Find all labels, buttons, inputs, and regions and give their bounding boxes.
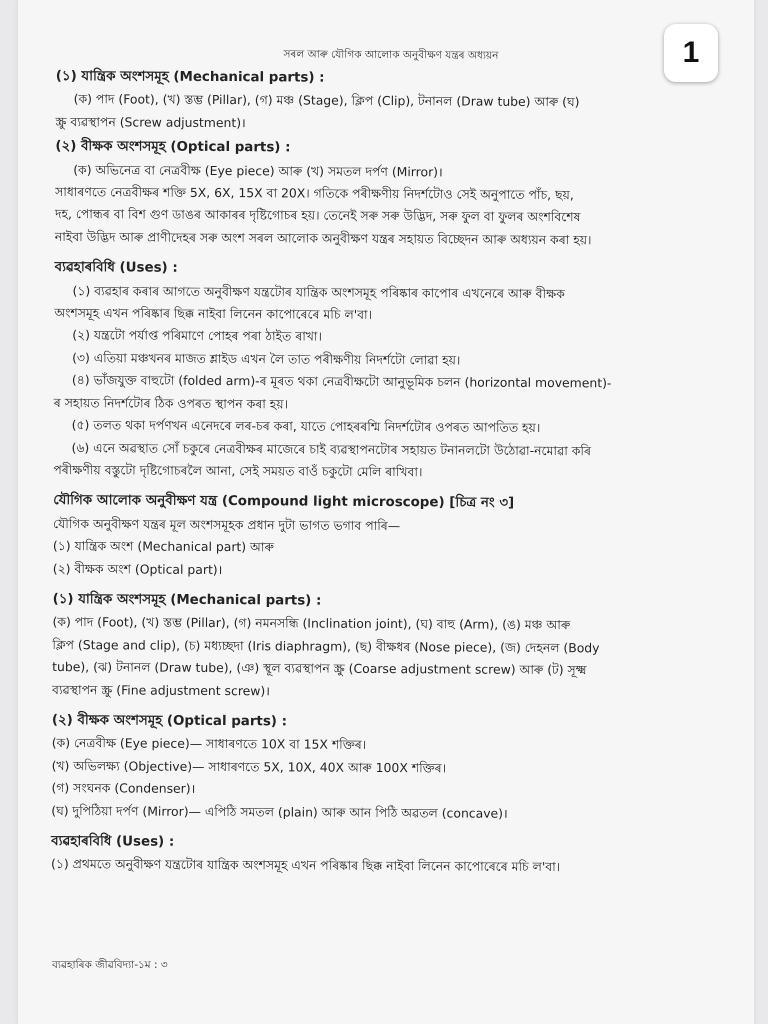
section-heading-uses: ব্যৱহাৰবিধি (Uses) : — [54, 260, 178, 276]
uses-item-continued: ৰ সহায়ত নিদৰ্শটোৰ ঠিক ওপৰত স্থাপন কৰা হয়। — [53, 394, 289, 412]
text-line: ব্যৱস্থাপন স্ক্ৰু (Fine adjustment screw)। — [52, 681, 271, 698]
section-heading-optical: (২) বীক্ষক অংশসমূহ (Optical parts) : — [55, 139, 291, 156]
uses-item: (১) ব্যৱহাৰ কৰাৰ আগতে অনুবীক্ষণ যন্ত্ৰটোৰ যান্ত্ৰিক অংশসমূহ পৰিষ্কাৰ কাপোৰ এখনেৰে আৰু বীক্ষক — [72, 282, 565, 301]
uses-item: (৬) এনে অৱস্থাত সোঁ চকুৰে নেত্ৰবীক্ষৰ মাজেৰে চাই ব্যৱস্থাপনটোৰ সহায়ত টনানলটো উঠোৱা-নমোৱা কৰি — [71, 439, 592, 458]
uses-item: (৪) ভাঁজযুক্ত বাহুটো (folded arm)-ৰ মূৰত থকা নেত্ৰবীক্ষটো আনুভূমিক চলন (horizontal movement)- — [71, 372, 612, 391]
uses-item-continued: অংশসমূহ এখন পৰিষ্কাৰ ছিক্ক নাইবা লিনেন কাপোৰেৰে মচি ল'বা। — [54, 305, 373, 322]
section-heading-mechanical: (১) যান্ত্ৰিক অংশসমূহ (Mechanical parts) : — [52, 591, 322, 609]
section-heading-uses: ব্যৱহাৰবিধি (Uses) : — [51, 833, 175, 850]
text-line: tube), (ঝ) টনানল (Draw tube), (ঞ) স্থূল ব্যৱস্থাপন স্ক্ৰু (Coarse adjustment screw) আৰু (ট) সূক্ষ্ম — [52, 659, 587, 678]
list-item: (খ) অভিলক্ষ্য (Objective)— সাধাৰণতে 5X, 10X, 40X আৰু 100X শক্তিৰ। — [51, 757, 447, 776]
text-line: স্ক্ৰু ব্যৱস্থাপন (Screw adjustment)। — [55, 113, 246, 130]
text-line: (ক) পাদ (Foot), (খ) স্তম্ভ (Pillar), (গ) নমনসন্ধি (Inclination joint), (ঘ) বাহু (Arm), (ঙ) মঞ্চ আৰু — [52, 614, 571, 633]
uses-item: (৩) এতিয়া মঞ্চখনৰ মাজত শ্লাইড এখন লৈ তাত পৰীক্ষণীয় নিদৰ্শটো লোৱা হয়। — [72, 349, 461, 368]
list-item: (গ) সংঘনক (Condenser)। — [51, 780, 196, 797]
uses-item: (২) যন্ত্ৰটো পৰ্যাপ্ত পৰিমাণে পোহৰ পৰা ঠাইত ৰাখা। — [72, 327, 323, 345]
uses-item: (৫) তলত থকা দৰ্পণখন এনেদৰে লৰ-চৰ কৰা, যাতে পোহৰৰশ্মি নিদৰ্শটোৰ ওপৰত আপতিত হয়। — [71, 417, 541, 436]
running-header: সৰল আৰু যৌগিক আলোক অনুবীক্ষণ যন্ত্ৰৰ অধ্যয়ন — [283, 48, 499, 62]
section-heading-mechanical: (১) যান্ত্ৰিক অংশসমূহ (Mechanical parts) : — [55, 68, 325, 86]
page-content — [51, 46, 726, 880]
document-page — [18, 0, 754, 1024]
list-item: (২) বীক্ষক অংশ (Optical part)। — [52, 560, 223, 577]
text-line: যৌগিক অনুবীক্ষণ যন্ত্ৰৰ মূল অংশসমূহক প্ৰধান দুটা ভাগত ভগাব পাৰি— — [53, 515, 401, 533]
text-line: (ক) অভিনেত্ৰ বা নেত্ৰবীক্ষ (Eye piece) আৰু (খ) সমতল দৰ্পণ (Mirror)। — [73, 161, 443, 179]
text-line: ক্লিপ (Stage and clip), (চ) মধ্যচ্ছদা (Iris diaphragm), (ছ) বীক্ষধৰ (Nose piece), (জ) দেহনল (Body — [52, 636, 600, 656]
section-heading-optical: (২) বীক্ষক অংশসমূহ (Optical parts) : — [51, 712, 287, 730]
list-item: (ঘ) দুপিঠিয়া দৰ্পণ (Mirror)— এপিঠি সমতল (plain) আৰু আন পিঠি অৱতল (concave)। — [51, 802, 508, 821]
text-line: (ক) পাদ (Foot), (খ) স্তম্ভ (Pillar), (গ) মঞ্চ (Stage), ক্লিপ (Clip), টনানল (Draw tube) আৰু (ঘ) — [73, 91, 580, 110]
text-line: সাধাৰণতে নেত্ৰবীক্ষৰ শক্তি 5X, 6X, 15X বা 20X। গতিকে পৰীক্ষণীয় নিদৰ্শটোও সেই অনুপাতে পাঁচ, ছয়, — [55, 184, 574, 203]
page-footer: ব্যৱহাৰিক জীৱবিদ্যা-১ম : ৩ — [52, 959, 168, 971]
text-line: নাইবা উদ্ভিদ আৰু প্ৰাণীদেহৰ সৰু অংশ সৰল আলোক অনুবীক্ষণ যন্ত্ৰৰ সহায়ত বিচ্ছেদন আৰু অধ্যয়ন কৰা হয়। — [54, 228, 592, 248]
uses-item-continued: পৰীক্ষণীয় বস্তুটো দৃষ্টিগোচৰলৈ আনা, সেই সময়ত বাওঁ চকুটো মেলি ৰাখিবা। — [53, 461, 423, 480]
list-item: (১) যান্ত্ৰিক অংশ (Mechanical part) আৰু — [52, 538, 274, 555]
page-number-badge: 1 — [664, 24, 718, 82]
list-item: (ক) নেত্ৰবীক্ষ (Eye piece)— সাধাৰণতে 10X বা 15X শক্তিৰ। — [51, 735, 367, 753]
uses-item: (১) প্ৰথমতে অনুবীক্ষণ যন্ত্ৰটোৰ যান্ত্ৰিক অংশসমূহ এখন পৰিষ্কাৰ ছিক্ক নাইবা লিনেন কাপোৰেৰে মচি ল'বা। — [50, 856, 561, 875]
compound-microscope-heading: যৌগিক আলোক অনুবীক্ষণ যন্ত্ৰ (Compound light microscope) [চিত্ৰ নং ৩] — [53, 493, 515, 512]
text-line: দহ, পোন্ধৰ বা বিশ গুণ ডাঙৰ আকাৰৰ দৃষ্টিগোচৰ হয়। তেনেই সৰু সৰু উদ্ভিদ, সৰু ফুল বা ফুলৰ অংশবিশেষ — [54, 206, 581, 225]
